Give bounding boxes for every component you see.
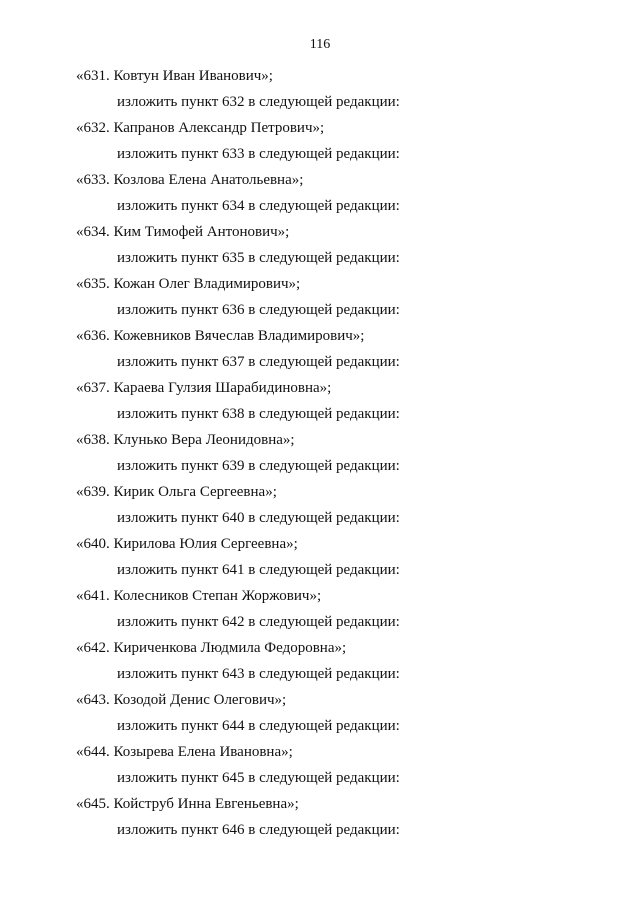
list-item-text: «640. Кирилова Юлия Сергеевна»;: [76, 536, 298, 552]
list-item-text: «641. Колесников Степан Жоржович»;: [76, 588, 322, 604]
amendment-instruction: изложить пункт 632 в следующей редакции:: [117, 94, 400, 110]
list-item-text: «634. Ким Тимофей Антонович»;: [76, 224, 290, 240]
amendment-instruction: изложить пункт 641 в следующей редакции:: [117, 562, 400, 578]
list-item-text: «637. Караева Гулзия Шарабидиновна»;: [76, 380, 332, 396]
amendment-entry: [0, 742, 640, 794]
amendment-instruction: изложить пункт 634 в следующей редакции:: [117, 198, 400, 214]
amendment-entry: [0, 378, 640, 430]
amendment-instruction: изложить пункт 636 в следующей редакции:: [117, 302, 400, 318]
amendment-entry: [0, 534, 640, 586]
list-item-text: «636. Кожевников Вячеслав Владимирович»;: [76, 328, 365, 344]
amendment-instruction: изложить пункт 635 в следующей редакции:: [117, 250, 400, 266]
amendment-entry: [0, 170, 640, 222]
amendment-entry: [0, 66, 640, 118]
amendment-instruction: изложить пункт 644 в следующей редакции:: [117, 718, 400, 734]
amendment-entry: [0, 274, 640, 326]
list-item-text: «642. Кириченкова Людмила Федоровна»;: [76, 640, 347, 656]
amendment-entry: [0, 430, 640, 482]
amendment-instruction: изложить пункт 646 в следующей редакции:: [117, 822, 400, 838]
amendment-instruction: изложить пункт 639 в следующей редакции:: [117, 458, 400, 474]
amendment-entry: [0, 326, 640, 378]
amendment-instruction: изложить пункт 637 в следующей редакции:: [117, 354, 400, 370]
list-item-text: «631. Ковтун Иван Иванович»;: [76, 68, 273, 84]
amendment-instruction: изложить пункт 643 в следующей редакции:: [117, 666, 400, 682]
page-number: 116: [309, 37, 331, 52]
list-item-text: «639. Кирик Ольга Сергеевна»;: [76, 484, 277, 500]
list-item-text: «632. Капранов Александр Петрович»;: [76, 120, 325, 136]
amendment-entry: [0, 118, 640, 170]
amendment-instruction: изложить пункт 645 в следующей редакции:: [117, 770, 400, 786]
list-item-text: «633. Козлова Елена Анатольевна»;: [76, 172, 304, 188]
amendment-entry: [0, 482, 640, 534]
amendment-entry: [0, 794, 640, 846]
amendment-entry: [0, 690, 640, 742]
amendment-entry: [0, 222, 640, 274]
amendment-instruction: изложить пункт 642 в следующей редакции:: [117, 614, 400, 630]
amendment-instruction: изложить пункт 638 в следующей редакции:: [117, 406, 400, 422]
amendment-entry: [0, 586, 640, 638]
list-item-text: «644. Козырева Елена Ивановна»;: [76, 744, 293, 760]
list-item-text: «645. Койструб Инна Евгеньевна»;: [76, 796, 299, 812]
list-item-text: «638. Клунько Вера Леонидовна»;: [76, 432, 295, 448]
amendment-instruction: изложить пункт 633 в следующей редакции:: [117, 146, 400, 162]
amendment-instruction: изложить пункт 640 в следующей редакции:: [117, 510, 400, 526]
list-item-text: «635. Кожан Олег Владимирович»;: [76, 276, 301, 292]
list-item-text: «643. Козодой Денис Олегович»;: [76, 692, 287, 708]
amendment-list: [0, 66, 640, 846]
amendment-entry: [0, 638, 640, 690]
